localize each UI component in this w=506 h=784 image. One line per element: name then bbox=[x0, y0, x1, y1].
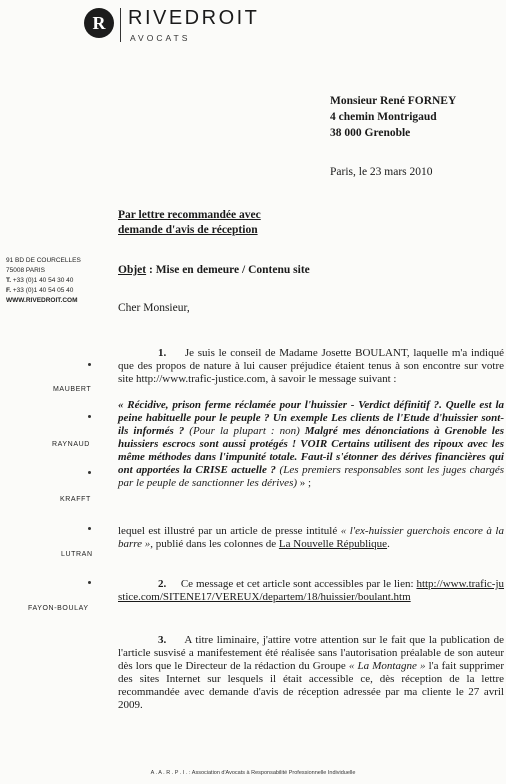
paragraph-3 bbox=[118, 634, 504, 712]
partner-bullet bbox=[88, 471, 91, 474]
quote-bold-part2: Malgré mes dénonciations à Grenoble les huissiers escrocs sont aussi protégés ! VOIR Certains utilisent des ripoux avec les même méthodes dans l'impunité totale. Faut-il s'étonner des dérives financières qui ont apportées la CRISE actuelle ? bbox=[118, 425, 504, 476]
firm-type: AVOCATS bbox=[130, 33, 191, 43]
salutation: Cher Monsieur, bbox=[118, 302, 190, 314]
fax-number: +33 (0)1 40 54 05 40 bbox=[12, 287, 74, 294]
registered-mail-line1: Par lettre recommandée avec bbox=[118, 209, 261, 221]
recipient-name: Monsieur René FORNEY bbox=[330, 95, 457, 107]
partner-bullet bbox=[88, 415, 91, 418]
partner-bullet bbox=[88, 581, 91, 584]
quote-plain-part2: (Les premiers responsables sont les juges chargés par le peuple de sanctionner les dérives) bbox=[118, 464, 504, 489]
logo-divider bbox=[120, 8, 121, 42]
subject-value: : Mise en demeure / Contenu site bbox=[146, 264, 310, 276]
firm-website: WWW.RIVEDROIT.COM bbox=[6, 297, 78, 304]
paragraph-2 bbox=[118, 578, 504, 604]
footer-association: A . A . R . P . I . : Association d'Avocats à Responsabilité Professionnelle Individuelle bbox=[150, 770, 356, 776]
firm-phone bbox=[6, 276, 73, 285]
subject-label: Objet bbox=[118, 264, 147, 276]
partner-bullet bbox=[88, 527, 91, 530]
partner-name: MAUBERT bbox=[53, 386, 92, 393]
quote-bold-part1: « Récidive, prison ferme réclamée pour l'huissier - Verdict définitif ?. Quelle est la peine habituelle pour le peuple ? Un exemple Les clients de l'Etude d'huissier sont-ils informés ? bbox=[118, 399, 504, 437]
paragraph-1 bbox=[118, 347, 504, 386]
phone-number: +33 (0)1 40 54 30 40 bbox=[12, 277, 74, 284]
fax-label: F. bbox=[6, 287, 12, 294]
quote-end: » ; bbox=[297, 477, 312, 489]
paragraph-text: Je suis le conseil de Madame Josette BOULANT, laquelle m'a indiqué que des propos de nature à lui causer préjudice étaient tenus à son encontre sur votre site http://www.trafic-justice.com, à savoir le message suivant : bbox=[118, 347, 505, 385]
partner-name: RAYNAUD bbox=[52, 441, 90, 448]
phone-label: T. bbox=[6, 277, 12, 284]
paragraph-number: 3. bbox=[158, 634, 167, 646]
registered-mail-line2: demande d'avis de réception bbox=[118, 224, 258, 236]
recipient-city: 38 000 Grenoble bbox=[330, 127, 411, 139]
partner-name: FAYON-BOULAY bbox=[28, 605, 89, 612]
article-text-after: . bbox=[387, 538, 390, 550]
paragraph-text-a: A titre liminaire, j'attire votre attention sur le fait que la publication de l'article susvisé a manifestement été réalisée sans l'autorisation préalable de son auteur dès lors que le Directeur de la rédaction du Groupe bbox=[118, 634, 504, 672]
firm-name: RIVEDROIT bbox=[128, 7, 260, 29]
partner-name: KRAFFT bbox=[60, 496, 91, 503]
quoted-message bbox=[118, 399, 504, 490]
paragraph-number: 1. bbox=[158, 347, 167, 359]
article-text-before: lequel est illustré par un article de presse intitulé bbox=[118, 525, 341, 537]
recipient-street: 4 chemin Montrigaud bbox=[330, 111, 437, 123]
paragraph-number: 2. bbox=[158, 578, 167, 590]
letter-date: Paris, le 23 mars 2010 bbox=[330, 166, 433, 178]
article-line bbox=[118, 525, 504, 551]
quote-plain-part1: (Pour la plupart : non) bbox=[184, 425, 300, 437]
firm-logo: R bbox=[84, 8, 114, 38]
group-name: « La Montagne » bbox=[348, 660, 426, 672]
paragraph-text-b: l'a fait supprimer des sites Internet sur lesquels il était accessible ce, dès réception de la lettre recommandée avec demande d'avis de réception adressée par ma cliente le 27 avril 2009. bbox=[118, 660, 504, 711]
letter-subject bbox=[118, 264, 310, 276]
partner-bullet bbox=[88, 363, 91, 366]
partner-name: LUTRAN bbox=[61, 551, 93, 558]
firm-address-street: 91 BD DE COURCELLES bbox=[6, 257, 81, 264]
article-url-link[interactable]: http://www.trafic-justice.com/SITENE17/VEREUX/departem/18/huissier/boulant.htm bbox=[118, 578, 505, 603]
article-text-middle: , publié dans les colonnes de bbox=[150, 538, 279, 550]
firm-address-city: 75008 PARIS bbox=[6, 267, 45, 274]
article-title: « l'ex-huissier guerchois encore à la barre » bbox=[118, 525, 504, 550]
firm-fax bbox=[6, 286, 73, 295]
newspaper-name: La Nouvelle République bbox=[278, 538, 388, 550]
paragraph-text: Ce message et cet article sont accessibles par le lien: bbox=[180, 578, 417, 590]
